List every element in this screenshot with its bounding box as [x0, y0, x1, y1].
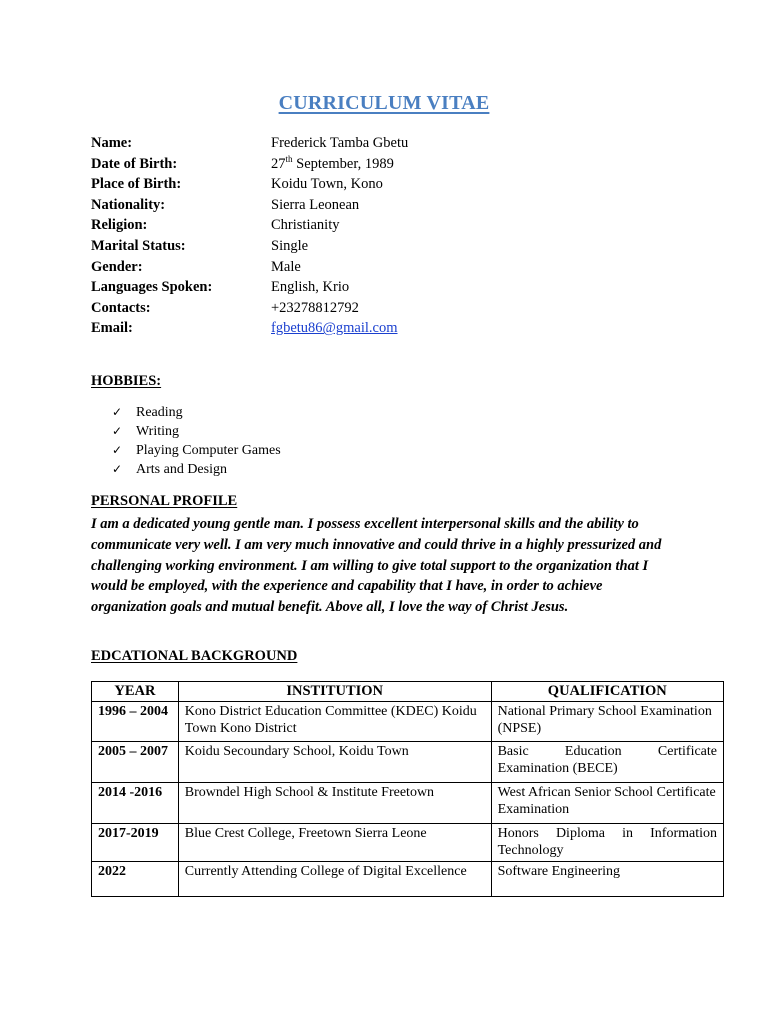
- profile-heading: PERSONAL PROFILE: [91, 493, 238, 509]
- contacts-label: Contacts:: [91, 299, 151, 316]
- column-header-year: YEAR: [92, 682, 179, 702]
- list-item: [112, 441, 281, 460]
- languages-label: Languages Spoken:: [91, 279, 213, 296]
- hobby-text: Writing: [136, 424, 179, 439]
- checkmark-icon: ✓: [112, 462, 123, 476]
- email-label: Email:: [91, 320, 133, 337]
- institution-cell: Blue Crest College, Freetown Sierra Leone: [178, 824, 491, 862]
- list-item: [112, 460, 281, 479]
- nationality-value: Sierra Leonean: [271, 196, 360, 213]
- dob-value: [271, 154, 394, 175]
- hobbies-heading: HOBBIES:: [91, 373, 162, 389]
- qualification-cell: Honors Diploma in Information Technology: [491, 824, 723, 862]
- table-row: [92, 702, 724, 742]
- education-table: [91, 681, 724, 897]
- gender-value: Male: [271, 258, 301, 275]
- marital-row: [91, 236, 691, 257]
- contacts-row: [91, 298, 691, 319]
- religion-row: [91, 215, 691, 236]
- qualification-cell: West African Senior School Certificate Examination: [491, 783, 723, 824]
- qualification-cell: National Primary School Examination (NPSE): [491, 702, 723, 742]
- table-header-row: [92, 682, 724, 702]
- column-header-qualification: QUALIFICATION: [491, 682, 723, 702]
- column-header-institution: INSTITUTION: [178, 682, 491, 702]
- hobbies-list: [112, 403, 281, 479]
- document-title: CURRICULUM VITAE: [278, 92, 490, 114]
- marital-label: Marital Status:: [91, 237, 186, 254]
- dob-rest: September, 1989: [292, 155, 394, 172]
- table-row: [92, 824, 724, 862]
- birthplace-label: Place of Birth:: [91, 176, 182, 193]
- institution-cell: Currently Attending College of Digital Excellence: [178, 862, 491, 897]
- hobby-text: Reading: [136, 405, 183, 420]
- dob-row: [91, 154, 691, 175]
- email-link[interactable]: fgbetu86@gmail.com: [271, 320, 398, 337]
- year-cell: 1996 – 2004: [92, 702, 179, 742]
- checkmark-icon: ✓: [112, 443, 123, 457]
- checkmark-icon: ✓: [112, 405, 123, 419]
- year-cell: 2017-2019: [92, 824, 179, 862]
- birthplace-row: [91, 174, 691, 195]
- institution-cell: Kono District Education Committee (KDEC) Koidu Town Kono District: [178, 702, 491, 742]
- list-item: [112, 422, 281, 441]
- hobby-text: Playing Computer Games: [136, 443, 281, 458]
- name-label: Name:: [91, 135, 133, 151]
- table-row: [92, 742, 724, 783]
- gender-label: Gender:: [91, 258, 143, 275]
- dob-day: 27: [271, 155, 286, 172]
- dob-ordinal: th: [285, 153, 293, 164]
- qualification-cell: Software Engineering: [491, 862, 723, 897]
- nationality-label: Nationality:: [91, 196, 166, 213]
- table-row: [92, 862, 724, 897]
- education-heading: EDCATIONAL BACKGROUND: [91, 648, 298, 664]
- hobby-text: Arts and Design: [136, 462, 227, 477]
- email-row: [91, 318, 691, 339]
- name-row: [91, 133, 691, 154]
- list-item: [112, 403, 281, 422]
- profile-text: I am a dedicated young gentle man. I possess excellent interpersonal skills and the ability to communicate very well. I am very much innovative and could thrive in a highly pressurized and challenging working environment. I am willing to give total support to the organization that I would be employed, with the experience and capability that I have, in order to achieve organization goals and mutual benefit. Above all, I love the way of Christ Jesus.: [91, 516, 662, 616]
- year-cell: 2014 -2016: [92, 783, 179, 824]
- institution-cell: Browndel High School & Institute Freetown: [178, 783, 491, 824]
- year-cell: 2022: [92, 862, 179, 897]
- qualification-cell: Basic Education Certificate Examination (BECE): [491, 742, 723, 783]
- religion-value: Christianity: [271, 217, 340, 234]
- name-value: Frederick Tamba Gbetu: [271, 135, 409, 151]
- religion-label: Religion:: [91, 217, 148, 234]
- nationality-row: [91, 195, 691, 216]
- languages-value: English, Krio: [271, 279, 350, 296]
- contacts-value: +23278812792: [271, 299, 359, 316]
- table-row: [92, 783, 724, 824]
- gender-row: [91, 257, 691, 278]
- dob-label: Date of Birth:: [91, 155, 178, 172]
- marital-value: Single: [271, 237, 309, 254]
- birthplace-value: Koidu Town, Kono: [271, 176, 383, 193]
- personal-details: [91, 133, 691, 339]
- year-cell: 2005 – 2007: [92, 742, 179, 783]
- checkmark-icon: ✓: [112, 424, 123, 438]
- institution-cell: Koidu Secoundary School, Koidu Town: [178, 742, 491, 783]
- languages-row: [91, 277, 691, 298]
